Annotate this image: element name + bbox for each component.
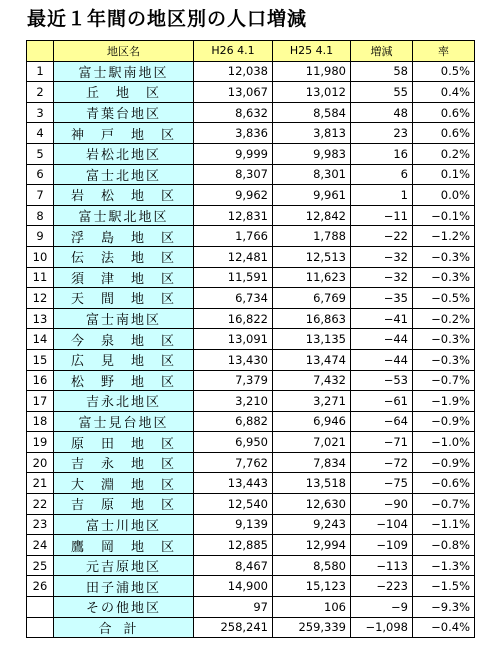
table-row — [27, 597, 475, 618]
change-rate: 0.6% — [413, 102, 475, 123]
h25-population: 16,863 — [273, 308, 351, 329]
h26-population: 13,430 — [194, 349, 273, 370]
district-name: 鷹 岡 地 区 — [54, 535, 194, 556]
district-name: 合計 — [54, 617, 194, 638]
row-number: 11 — [27, 267, 54, 288]
population-change: −22 — [351, 226, 413, 247]
change-rate: −0.4% — [413, 617, 475, 638]
h26-population: 7,762 — [194, 452, 273, 473]
h26-population: 9,999 — [194, 143, 273, 164]
district-name: 富士駅北地区 — [54, 205, 194, 226]
h26-population: 11,591 — [194, 267, 273, 288]
district-name: 富士北地区 — [54, 164, 194, 185]
row-number: 2 — [27, 82, 54, 103]
population-change: 16 — [351, 143, 413, 164]
h25-population: 259,339 — [273, 617, 351, 638]
header-rate: 率 — [413, 41, 475, 62]
row-number: 4 — [27, 123, 54, 144]
h26-population: 14,900 — [194, 576, 273, 597]
row-number: 7 — [27, 185, 54, 206]
district-name: 松 野 地 区 — [54, 370, 194, 391]
change-rate: 0.2% — [413, 143, 475, 164]
change-rate: −0.1% — [413, 205, 475, 226]
h25-population: 13,012 — [273, 82, 351, 103]
row-number: 23 — [27, 514, 54, 535]
population-change: 55 — [351, 82, 413, 103]
change-rate: −9.3% — [413, 597, 475, 618]
row-number: 21 — [27, 473, 54, 494]
table-row — [27, 102, 475, 123]
h26-population: 6,950 — [194, 432, 273, 453]
row-number: 3 — [27, 102, 54, 123]
h25-population: 3,271 — [273, 391, 351, 412]
table-row — [27, 535, 475, 556]
district-name: 富士見台地区 — [54, 411, 194, 432]
district-name: 今 泉 地 区 — [54, 329, 194, 350]
h26-population: 8,307 — [194, 164, 273, 185]
population-change: −71 — [351, 432, 413, 453]
row-number: 14 — [27, 329, 54, 350]
change-rate: −0.5% — [413, 288, 475, 309]
row-number: 13 — [27, 308, 54, 329]
population-table — [26, 40, 475, 638]
table-row — [27, 226, 475, 247]
row-number — [27, 597, 54, 618]
h26-population: 12,831 — [194, 205, 273, 226]
population-change: 23 — [351, 123, 413, 144]
h26-population: 7,379 — [194, 370, 273, 391]
change-rate: −1.2% — [413, 226, 475, 247]
district-name: 須 津 地 区 — [54, 267, 194, 288]
header-h26: H26 4.1 — [194, 41, 273, 62]
change-rate: −1.5% — [413, 576, 475, 597]
district-name: 伝 法 地 区 — [54, 246, 194, 267]
table-row — [27, 473, 475, 494]
row-number: 9 — [27, 226, 54, 247]
population-change: 6 — [351, 164, 413, 185]
h26-population: 13,443 — [194, 473, 273, 494]
population-change: −61 — [351, 391, 413, 412]
row-number: 25 — [27, 555, 54, 576]
population-change: −44 — [351, 349, 413, 370]
district-name: 富士駅南地区 — [54, 61, 194, 82]
h25-population: 6,769 — [273, 288, 351, 309]
change-rate: −0.3% — [413, 329, 475, 350]
row-number: 26 — [27, 576, 54, 597]
h26-population: 13,091 — [194, 329, 273, 350]
table-row — [27, 164, 475, 185]
change-rate: −0.6% — [413, 473, 475, 494]
population-change: −44 — [351, 329, 413, 350]
h25-population: 11,980 — [273, 61, 351, 82]
district-name: その他地区 — [54, 597, 194, 618]
h25-population: 12,630 — [273, 494, 351, 515]
table-row — [27, 349, 475, 370]
h25-population: 7,432 — [273, 370, 351, 391]
h25-population: 13,518 — [273, 473, 351, 494]
h26-population: 13,067 — [194, 82, 273, 103]
h26-population: 8,632 — [194, 102, 273, 123]
h25-population: 12,513 — [273, 246, 351, 267]
h25-population: 9,243 — [273, 514, 351, 535]
change-rate: −0.8% — [413, 535, 475, 556]
h25-population: 6,946 — [273, 411, 351, 432]
h26-population: 97 — [194, 597, 273, 618]
population-change: 58 — [351, 61, 413, 82]
table-row — [27, 82, 475, 103]
table-row — [27, 205, 475, 226]
district-name: 原 田 地 区 — [54, 432, 194, 453]
table-row — [27, 123, 475, 144]
row-number: 8 — [27, 205, 54, 226]
header-change: 増減 — [351, 41, 413, 62]
change-rate: 0.6% — [413, 123, 475, 144]
row-number: 12 — [27, 288, 54, 309]
row-number: 19 — [27, 432, 54, 453]
table-row — [27, 555, 475, 576]
h25-population: 12,842 — [273, 205, 351, 226]
h26-population: 12,481 — [194, 246, 273, 267]
change-rate: −1.9% — [413, 391, 475, 412]
table-row — [27, 391, 475, 412]
change-rate: −0.9% — [413, 411, 475, 432]
h26-population: 6,734 — [194, 288, 273, 309]
table-row — [27, 452, 475, 473]
population-change: −35 — [351, 288, 413, 309]
header-row — [27, 41, 475, 62]
district-name: 吉 永 地 区 — [54, 452, 194, 473]
population-change: −72 — [351, 452, 413, 473]
table-row — [27, 576, 475, 597]
row-number: 17 — [27, 391, 54, 412]
table-row — [27, 370, 475, 391]
h26-population: 6,882 — [194, 411, 273, 432]
row-number: 10 — [27, 246, 54, 267]
district-name: 吉永北地区 — [54, 391, 194, 412]
h25-population: 11,623 — [273, 267, 351, 288]
change-rate: −0.9% — [413, 452, 475, 473]
row-number: 15 — [27, 349, 54, 370]
district-name: 青葉台地区 — [54, 102, 194, 123]
district-name: 神 戸 地 区 — [54, 123, 194, 144]
table-row — [27, 308, 475, 329]
h25-population: 7,834 — [273, 452, 351, 473]
table-row — [27, 267, 475, 288]
table-row — [27, 288, 475, 309]
h25-population: 106 — [273, 597, 351, 618]
population-change: −41 — [351, 308, 413, 329]
population-change: −11 — [351, 205, 413, 226]
h25-population: 9,961 — [273, 185, 351, 206]
header-h25: H25 4.1 — [273, 41, 351, 62]
population-change: 1 — [351, 185, 413, 206]
table-row — [27, 514, 475, 535]
change-rate: −0.2% — [413, 308, 475, 329]
population-change: −104 — [351, 514, 413, 535]
district-name: 天 間 地 区 — [54, 288, 194, 309]
h26-population: 16,822 — [194, 308, 273, 329]
district-name: 吉 原 地 区 — [54, 494, 194, 515]
population-change: −1,098 — [351, 617, 413, 638]
table-row — [27, 246, 475, 267]
h25-population: 12,994 — [273, 535, 351, 556]
h26-population: 12,038 — [194, 61, 273, 82]
district-name: 富士南地区 — [54, 308, 194, 329]
page-title: 最近１年間の地区別の人口増減 — [27, 8, 308, 30]
population-change: −113 — [351, 555, 413, 576]
h25-population: 7,021 — [273, 432, 351, 453]
header-district: 地区名 — [54, 41, 194, 62]
table-row — [27, 329, 475, 350]
district-name: 元吉原地区 — [54, 555, 194, 576]
change-rate: −0.3% — [413, 349, 475, 370]
total-row — [27, 617, 475, 638]
population-change: −64 — [351, 411, 413, 432]
district-name: 浮 島 地 区 — [54, 226, 194, 247]
district-name: 岩 松 地 区 — [54, 185, 194, 206]
h25-population: 8,580 — [273, 555, 351, 576]
row-number — [27, 617, 54, 638]
change-rate: 0.4% — [413, 82, 475, 103]
table-row — [27, 143, 475, 164]
table-row — [27, 61, 475, 82]
table-row — [27, 411, 475, 432]
h26-population: 258,241 — [194, 617, 273, 638]
district-name: 大 淵 地 区 — [54, 473, 194, 494]
district-name: 岩松北地区 — [54, 143, 194, 164]
h25-population: 9,983 — [273, 143, 351, 164]
h26-population: 3,836 — [194, 123, 273, 144]
row-number: 6 — [27, 164, 54, 185]
h25-population: 8,584 — [273, 102, 351, 123]
change-rate: −0.7% — [413, 494, 475, 515]
population-change: −53 — [351, 370, 413, 391]
population-change: −32 — [351, 246, 413, 267]
change-rate: 0.5% — [413, 61, 475, 82]
change-rate: −1.3% — [413, 555, 475, 576]
change-rate: −1.0% — [413, 432, 475, 453]
change-rate: 0.1% — [413, 164, 475, 185]
population-change: 48 — [351, 102, 413, 123]
h25-population: 13,135 — [273, 329, 351, 350]
row-number: 24 — [27, 535, 54, 556]
h26-population: 1,766 — [194, 226, 273, 247]
h26-population: 8,467 — [194, 555, 273, 576]
row-number: 20 — [27, 452, 54, 473]
h26-population: 9,139 — [194, 514, 273, 535]
table-row — [27, 185, 475, 206]
h25-population: 1,788 — [273, 226, 351, 247]
h26-population: 12,885 — [194, 535, 273, 556]
district-name: 広 見 地 区 — [54, 349, 194, 370]
h26-population: 12,540 — [194, 494, 273, 515]
h25-population: 13,474 — [273, 349, 351, 370]
table-row — [27, 494, 475, 515]
change-rate: −1.1% — [413, 514, 475, 535]
row-number: 1 — [27, 61, 54, 82]
change-rate: −0.3% — [413, 246, 475, 267]
row-number: 5 — [27, 143, 54, 164]
population-change: −75 — [351, 473, 413, 494]
h26-population: 3,210 — [194, 391, 273, 412]
population-change: −32 — [351, 267, 413, 288]
change-rate: −0.3% — [413, 267, 475, 288]
header-no — [27, 41, 54, 62]
population-change: −109 — [351, 535, 413, 556]
change-rate: −0.7% — [413, 370, 475, 391]
row-number: 18 — [27, 411, 54, 432]
h25-population: 15,123 — [273, 576, 351, 597]
population-change: −223 — [351, 576, 413, 597]
population-change: −90 — [351, 494, 413, 515]
table-row — [27, 432, 475, 453]
district-name: 富士川地区 — [54, 514, 194, 535]
district-name: 丘 地 区 — [54, 82, 194, 103]
h26-population: 9,962 — [194, 185, 273, 206]
h25-population: 3,813 — [273, 123, 351, 144]
change-rate: 0.0% — [413, 185, 475, 206]
h25-population: 8,301 — [273, 164, 351, 185]
row-number: 16 — [27, 370, 54, 391]
row-number: 22 — [27, 494, 54, 515]
population-change: −9 — [351, 597, 413, 618]
district-name: 田子浦地区 — [54, 576, 194, 597]
